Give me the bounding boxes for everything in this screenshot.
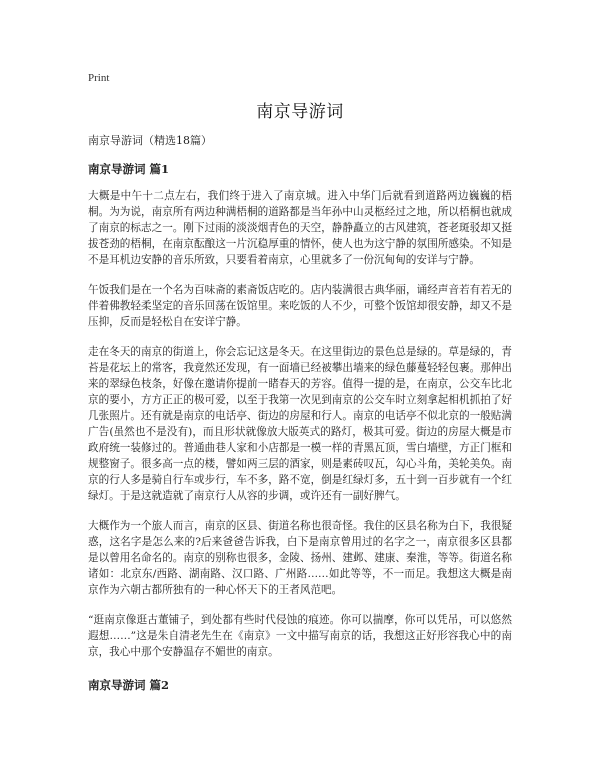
section-heading: 南京导游词 篇1 [88,162,170,176]
section-1 [88,162,512,660]
print-label: Print [88,72,110,84]
paragraph-3: 走在冬天的南京的街道上，你会忘记这是冬天。在这里街边的景色总是绿的。草是绿的，青苔是花坛上的常客，我竟然还发现，有一面墙已经被攀出墙来的绿色藤蔓轻轻包裹。那伸出来的翠绿色枝条，好像在邀请你提前一睹春天的芳容。值得一提的是，在南京，公交车比北京的要小，方方正正的极可爱，以至于我第一次见到南京的公交车时立刻拿起相机抓拍了好几张照片。还有就是南京的电话亭、街边的房屋和行人。南京的电话亭不似北京的一般贴满广告(虽然也不是没有)，而且形状就像放大版英式的路灯，极其可爱。街边的房屋大概是市政府统一装修过的。普通曲巷人家和小店都是一模一样的青黑瓦顶，雪白墙壁，方正门框和规整窗子。很多高一点的楼，譬如两三层的酒家，则是素砖叹瓦，勾心斗角，美轮美奂。南京的行人多是骑自行车或步行，车不多，路不宽，倒是红绿灯多，五十到一百步就有一个红绿灯。于是这就造就了南京行人从容的步调，或许还有一副好脾气。 [88,346,512,502]
section-2 [88,678,512,692]
document-body [88,134,512,704]
section-heading: 南京导游词 篇2 [88,678,170,692]
paragraph-1: 大概是中午十二点左右，我们终于进入了南京城。进入中华门后就看到道路两边巍巍的梧桐。为为说，南京所有两边种满梧桐的道路都是当年孙中山灵柩经过之地，所以梧桐也就成了南京的标志之一。刚下过雨的淡淡烟青色的天空，静静矗立的古风建筑，苍老斑驳却又挺拔苍劲的梧桐，在南京酝酿这一片沉稳厚重的情怀，使人也为这宁静的氛围所感染。不知是不是耳机边安静的音乐所致，只要看着南京，心里就多了一份沉甸甸的安详与宁静。 [88,190,512,266]
paragraph-4: 大概作为一个旅人而言，南京的区县、街道名称也很奇怪。我住的区县名称为白下，我很疑惑，这名字是怎么来的?后来爸爸告诉我，白下是南京曾用过的名字之一，南京很多区县都是以曾用名命名的。南京的别称也很多，金陵、扬州、建邺、建康、秦淮，等等。街道名称诸如：北京东/西路、湖南路、汉口路、广州路……如此等等，不一而足。我想这大概是南京作为六朝古都所独有的一种心怀天下的王者风范吧。 [88,520,512,596]
page-title: 南京导游词 [256,102,344,122]
paragraph-2: 午饭我们是在一个名为百味斋的素斋饭店吃的。店内装满很古典华丽，诵经声音若有若无的伴着佛教轻柔坚定的音乐回荡在饭馆里。来吃饭的人不少，可整个饭馆却很安静，却又不是压抑，反而是轻松自在安详宁静。 [88,284,512,328]
document-subtitle: 南京导游词（精选18篇） [88,134,212,147]
paragraph-5: “逛南京像逛古董铺子，到处都有些时代侵蚀的痕迹。你可以揣摩，你可以凭吊，可以悠然遐想……”这是朱自清老先生在《南京》一文中描写南京的话，我想这正好形容我心中的南京，我心中那个安静温存不媚世的南京。 [88,614,512,658]
